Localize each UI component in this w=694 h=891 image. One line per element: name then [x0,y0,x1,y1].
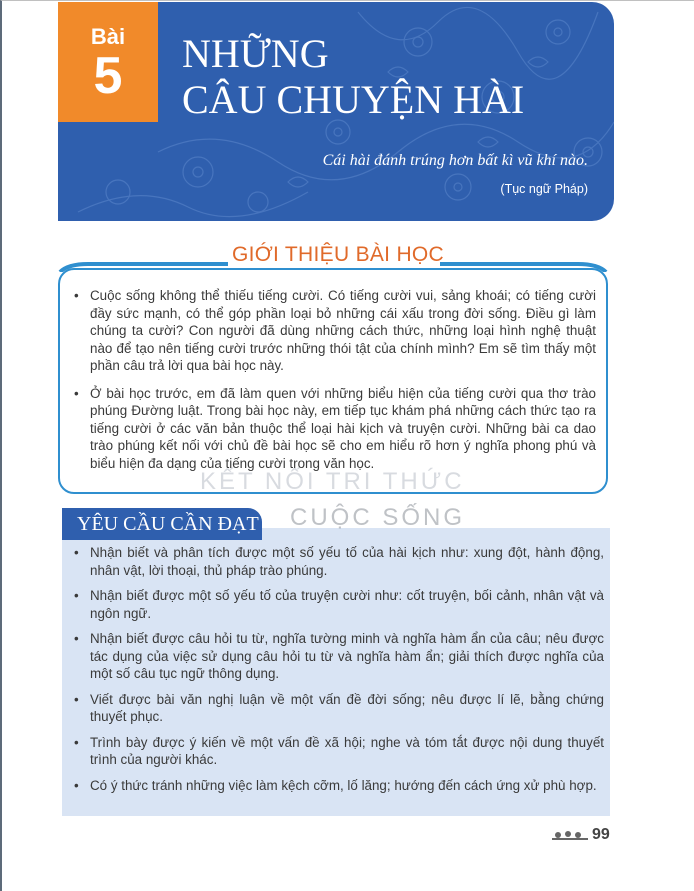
requirement-item: • Có ý thức tránh những việc làm kệch cỡm, lố lăng; hướng đến cách ứng xử phù hợp. [68,777,604,795]
epigraph-source: (Tục ngữ Pháp) [500,182,588,196]
requirement-item: • Nhận biết được một số yếu tố của truyện cười như: cốt truyện, bối cảnh, nhân vật và ngôn ngữ. [68,587,604,622]
intro-title: GIỚI THIỆU BÀI HỌC [231,243,445,266]
page-ornament-icon [552,830,588,842]
page-number: 99 [592,826,610,843]
lesson-title-line1: NHỮNG [182,31,329,76]
requirement-item: • Trình bày được ý kiến về một vấn đề xã hội; nghe và tóm tắt được nội dung thuyết trình của người khác. [68,734,604,769]
requirements-title: YÊU CẦU CẦN ĐẠT [77,513,259,535]
requirement-item: • Nhận biết và phân tích được một số yếu tố của hài kịch như: xung đột, hành động, nhân vật, lời thoại, thủ pháp trào phúng. [68,544,604,579]
intro-list [68,287,596,482]
intro-item: • Cuộc sống không thể thiếu tiếng cười. Có tiếng cười vui, sảng khoái; có tiếng cười đầy sức mạnh, có thể góp phần loại bỏ những cái xấu trong đời sống. Điều gì làm chúng ta cười? Con người đã dùng những cách thức, những loại hình nghệ thuật nào để tạo nên tiếng cười trước những thói tật của chính mình? Em sẽ tìm thấy một phần câu trả lời qua bài học này. [68,287,596,375]
watermark-line2: CUỘC SỐNG [290,504,466,531]
requirement-item: • Nhận biết được câu hỏi tu từ, nghĩa tường minh và nghĩa hàm ẩn của câu; nêu được tác dụng của việc sử dụng câu hỏi tu từ và nghĩa hàm ẩn; giải thích được nghĩa của một số câu tục ngữ thông dụng. [68,630,604,683]
requirements-list [68,544,604,802]
lesson-label: Bài [90,24,126,49]
intro-item: • Ở bài học trước, em đã làm quen với những biểu hiện của tiếng cười qua thơ trào phúng Đường luật. Trong bài học này, em tiếp tục khám phá những cách thức tạo ra tiếng cười ở các văn bản thuộc thể loại hài kịch và truyện cười. Những bài ca dao trào phúng kết nối với chủ đề bài học sẽ cho em hiểu rõ hơn ý nghĩa phong phú và biểu hiện đa dạng của tiếng cười trong văn học. [68,385,596,473]
watermark-line1: KẾT NỐI TRI THỨC [200,468,465,495]
epigraph-quote: Cái hài đánh trúng hơn bất kì vũ khí nào. [322,152,588,169]
lesson-number: 5 [93,47,123,105]
requirement-item: • Viết được bài văn nghị luận về một vấn đề đời sống; nêu được lí lẽ, bằng chứng thuyết phục. [68,691,604,726]
lesson-title-line2: CÂU CHUYỆN HÀI [182,77,525,122]
